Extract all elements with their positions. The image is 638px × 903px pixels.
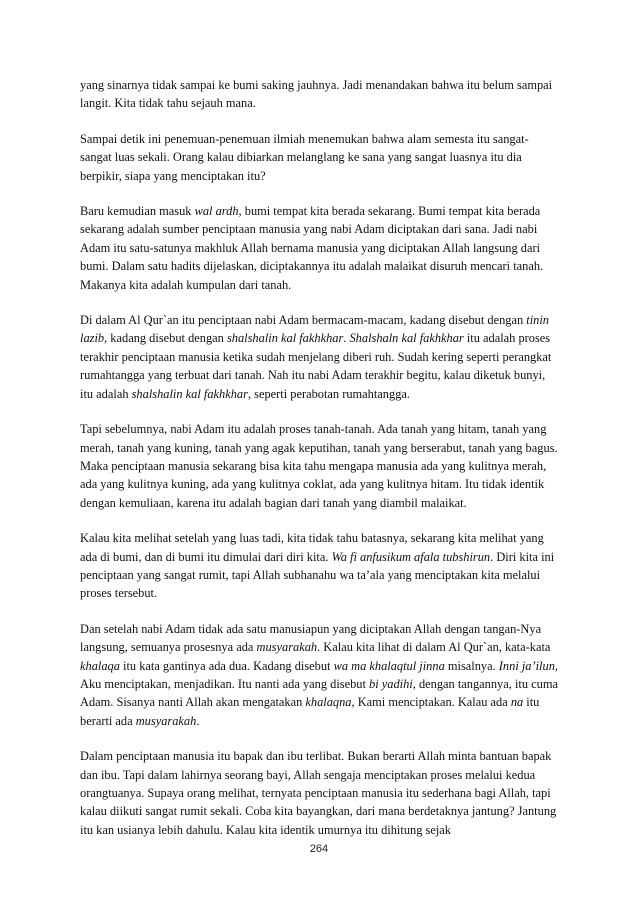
text-run: Baru kemudian masuk [80,204,195,219]
page-number: 264 [309,843,329,855]
text-run: Kalau kita melihat setelah yang luas tadi, kita tidak tahu batasnya, sekarang kita melihat yang ada di bumi, dan di bumi itu dimulai dari diri kita. [80,531,544,564]
text-run: misalnya. [444,658,499,673]
text-run: Dalam penciptaan manusia itu bapak dan ibu terlibat. Bukan berarti Allah minta bantuan bapak dan ibu. Tapi dalam lahirnya seorang bayi, Allah sengaja menciptakan proses melalui kedua orangtuanya. Supaya orang melihat, ternyata penciptaan manusia itu sederhana bagi Allah, tapi kalau diikuti sangat rumit sekali. Coba kita bayangkan, dari mana berdetaknya jantung? Jantung itu kan usianya lebih dahulu. Kalau kita identik umurnya itu dihitung sejak [80,749,557,837]
italic-term: khalaqa [80,658,120,673]
text-run: Dan setelah nabi Adam tidak ada satu manusiapun yang diciptakan Allah dengan tangan-Nya langsung, semuanya prosesnya ada [80,621,542,655]
italic-term: musyarakah [256,640,318,655]
paragraph [80,311,558,403]
italic-term: musyarakah [135,713,197,728]
text-run: . [196,713,200,728]
text-run: Di dalam Al Qur`an itu penciptaan nabi Adam bermacam-macam, kadang disebut dengan [80,313,527,328]
italic-term: na [510,695,524,710]
text-run: , kadang disebut dengan [104,331,227,346]
paragraph [80,747,558,839]
italic-term: wal ardh [194,204,239,219]
italic-term: shalshalin kal fakhkhar [131,386,248,401]
text-run: . [343,331,350,346]
italic-term: wa ma khalaqtul jinna [333,658,445,673]
paragraph [80,76,558,113]
italic-term: Wa fi anfusikum afala tubshirun [331,549,491,564]
text-run: yang sinarnya tidak sampai ke bumi saking jauhnya. Jadi menandakan bahwa itu belum sampai langit. Kita tidak tahu sejauh mana. [80,78,553,111]
paragraph [80,202,558,294]
italic-term: bi yadihi [369,676,413,691]
text-run: itu berarti ada [80,695,540,728]
text-run: . Diri kita ini penciptaan yang sangat rumit, tapi Allah subhanahu wa ta’ala yang menciptakan kita melalui proses tersebut. [80,549,555,601]
text-run: , Aku menciptakan, menjadikan. Itu nanti ada yang disebut [80,658,559,691]
text-run: , bumi tempat kita berada sekarang. Bumi tempat kita berada sekarang adalah sumber penciptaan manusia yang nabi Adam diciptakan dari sana. Jadi nabi Adam itu satu-satunya makhluk Allah bernama manusia yang diciptakan Allah langsung dari bumi. Dalam satu hadits dijelaskan, diciptakannya itu adalah malaikat disuruh mencari tanah. Makanya kita adalah kumpulan dari tanah. [80,204,544,292]
body-text [80,76,558,856]
paragraph [80,620,558,730]
italic-term: khalaqna [305,695,352,710]
text-run: , Kami menciptakan. Kalau ada [351,695,511,710]
text-run: Sampai detik ini penemuan-penemuan ilmiah menemukan bahwa alam semesta itu sangat-sangat luas sekali. Orang kalau dibiarkan melanglang ke sana yang sangat luasnya itu dia berpikir, siapa yang menciptakan itu? [80,131,529,183]
text-run: , dengan tangannya, itu cuma Adam. Sisanya nanti Allah akan mengatakan [80,676,558,710]
paragraph [80,130,558,185]
text-run: . Kalau kita lihat di dalam Al Qur`an, kata-kata [317,640,551,655]
text-run: Tapi sebelumnya, nabi Adam itu adalah proses tanah-tanah. Ada tanah yang hitam, tanah yang merah, tanah yang kuning, tanah yang agak keputihan, tanah yang berserabut, tanah yang bagus. Maka penciptaan manusia sekarang bisa kita tahu mengapa manusia ada yang kulitnya merah, ada yang kulitnya kuning, ada yang kulitnya coklat, ada yang kulitnya hitam. Itu tidak identik dengan kemuliaan, karena itu adalah bagian dari tanah yang diambil malaikat. [80,422,558,510]
text-run: itu adalah proses terakhir penciptaan manusia ketika sudah menjelang diberi ruh. Sudah kering seperti perangkat rumahtangga yang terbuat dari tanah. Nah itu nabi Adam terakhir begitu, kalau diketuk bunyi, itu adalah [80,331,552,401]
italic-term: shalshalin kal fakhkhar [226,331,344,346]
italic-term: Shalshaln kal fakhkhar [349,331,464,346]
text-run: itu kata gantinya ada dua. Kadang disebut [119,658,334,673]
italic-term: tinin lazib [80,313,549,346]
paragraph [80,420,558,512]
italic-term: Inni ja’ilun [498,658,555,673]
text-run: , seperti perabotan rumahtangga. [247,386,410,401]
paragraph [80,529,558,603]
